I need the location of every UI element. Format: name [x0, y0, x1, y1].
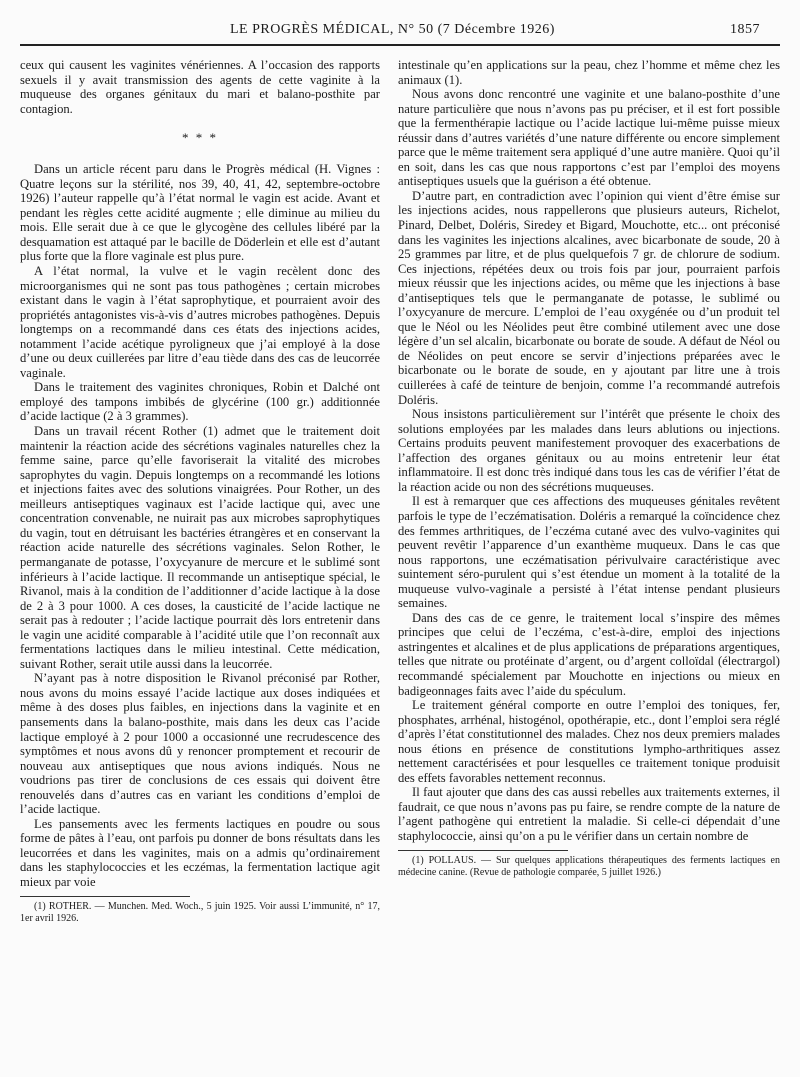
page-number: 1857 — [730, 22, 760, 37]
paragraph: Dans un travail récent Rother (1) admet que le traitement doit maintenir la réaction acide des sécrétions vaginales naturelles chez la femme saine, parce qu’elle favoriserait la vitalité des microbes saprophytes du vagin. Depuis longtemps on a recommandé les lotions et injections faites avec des solutions vinaigrées. Pour Rother, un des meilleurs antiseptiques vaginaux est l’acide lactique qui, avec une concentration convenable, ne nuirait pas aux microbes saprophytiques du vagin, tout en détruisant les bactéries étrangères et en conservant la réaction acide naturelle des sécrétions vaginales. Selon Rother, le permanganate de potasse, l’oxycyanure de mercure et le sublimé sont inférieurs à l’acide lactique. Il recommande un antiseptique spécial, le Rivanol, mais à la condition de l’additionner d’acide lactique à la dose de 2 à 3 pour 1000. A ces doses, la causticité de l’acide lactique ne serait pas à redouter ; l’acide lactique pourrait dès lors entretenir dans le vagin une acidité comparable à l’acidité utile que l’on reconnaît aux fermentations lactiques dans le milieu intestinal. Cette médication, suivant Rother, serait utile aussi dans la leucorrée. — [20, 424, 380, 671]
header-rule — [20, 44, 780, 46]
footnote-rule — [398, 850, 568, 851]
footnote: (1) ROTHER. — Munchen. Med. Woch., 5 juin 1925. Voir aussi L’immunité, n° 17, 1er avril 1926. — [20, 900, 380, 924]
paragraph: Dans des cas de ce genre, le traitement local s’inspire des mêmes principes que celui de l’eczéma, c’est-à-dire, emploi des injections astringentes et alcalines et de plus applications de préparations argentiques, telles que nitrate ou protéinate d’argent, ou d’argent colloïdal (électrargol) recommandé spécialement par Mouchotte en injections ou mieux en badigeonnages faits avec l’aide du spéculum. — [398, 610, 780, 698]
paragraph: Il est à remarquer que ces affections des muqueuses génitales revêtent parfois le type de l’eczématisation. Doléris a remarqué la coïncidence chez des femmes arthritiques, de l’eczéma cutané avec des vulvo-vaginites qui peuvent revêtir l’apparence d’un exanthème muqueux. Dans le cas que nous rapportons, une eczématisation périvulvaire caractéristique avec suintement séro-purulent qui s’est étendue un moment à la totalité de la muqueuse vulvo-vaginale a persisté à l’état intense pendant plusieurs semaines. — [398, 494, 780, 611]
paragraph: D’autre part, en contradiction avec l’opinion qui vient d’être émise sur les injections acides, nous rappellerons que plusieurs auteurs, Richelot, Pinard, Delbet, Doléris, Siredey et Bigard, Mouchotte, etc... ont préconisé dans les vaginites les injections alcalines, avec bicarbonate de soude, 20 à 25 grammes par litre, et de plus quelquefois 7 gr. de chlorure de sodium. Ces injections, répétées deux ou trois fois par jour, pourraient parfois mieux réussir que les injections acides, ou même que les injections à base d’antiseptiques tels que le permanganate de potasse, le sublimé ou l’oxycyanure de mercure. L’emploi de l’eau oxygénée ou d’un produit tel que le Néol ou les Néolides peut être combiné utilement avec une dose légère d’un sel alcalin, bicarbonate ou borate de soude. A défaut de Néol ou de Néolides on peut encore se servir d’injections préparées avec le bicarbonate ou le borate de soude, en y ajoutant par litre une à trois cuillerées à café de teinture de benjoin, comme l’a recommandé autrefois Doléris. — [398, 188, 780, 407]
paragraph: Le traitement général comporte en outre l’emploi des toniques, fer, phosphates, arrhénal, histogénol, opothérapie, etc., dont l’emploi sera réglé d’après l’état constitutionnel des malades. Chez nos deux premiers malades nous étions en présence de constitutions lympho-arthritiques assez nettement caractérisées et pour lesquelles ce traitement tonique produisit des effets favorables nettement reconnus. — [398, 698, 780, 785]
paragraph: N’ayant pas à notre disposition le Rivanol préconisé par Rother, nous avons du moins essayé l’acide lactique aux doses indiquées et même à des doses plus faibles, en injections dans la vaginite et en pansements dans la balano-posthite, mais dans les deux cas l’acide lactique employé à 2 pour 1000 a occasionné une recrudescence des symptômes et nous avons dû y renoncer promptement et recourir de nouveau aux antiseptiques que nous avions indiqués. Nous ne voudrions pas tirer de conclusions de ces essais qui doivent être renouvelés dans d’autres cas en variant les conditions d’emploi de l’acide lactique. — [20, 671, 380, 817]
paragraph: Nous insistons particulièrement sur l’intérêt que présente le choix des solutions employées par les malades dans leurs ablutions ou injections. Certains produits peuvent manifestement provoquer des exacerbations de l’affection des organes génitaux ou au moins entretenir leur état inflammatoire. Il est donc très indiqué dans tous les cas de vérifier l’état de la réaction acide ou non des sécrétions muqueuses. — [398, 407, 780, 494]
footnote-rule — [20, 896, 190, 897]
paragraph: intestinale qu’en applications sur la peau, chez l’homme et même chez les animaux (1). — [398, 58, 780, 87]
journal-title: LE PROGRÈS MÉDICAL, N° 50 (7 Décembre 1926) — [230, 22, 555, 37]
footnote: (1) POLLAUS. — Sur quelques applications thérapeutiques des ferments lactiques en médecine canine. (Revue de pathologie comparée, 5 juillet 1926.) — [398, 854, 780, 878]
paragraph: A l’état normal, la vulve et le vagin recèlent donc des microorganismes qui ne sont pas tous pathogènes ; certain microbes existant dans le vagin à l’état saprophytique, et pourraient avoir des propriétés antagonistes vis-à-vis d’autres microbes pathogènes. Depuis longtemps on a recommandé dans ces états des injections acides, notamment l’acide acétique pyroligneux que j’ai employé à la dose d’une ou deux cuillerées par litre d’eau tiède dans des cas de leucorrée vaginale. — [20, 264, 380, 380]
paragraph: Les pansements avec les ferments lactiques en poudre ou sous forme de pâtes à l’eau, ont parfois pu donner de bons résultats dans les leucorrées et dans les vaginites, mais on a admis qu’ordinairement dans les staphylococcies et les eczémas, la fermentation lactique agit mieux par voie — [20, 816, 380, 889]
paragraph: ceux qui causent les vaginites vénériennes. A l’occasion des rapports sexuels il y avait transmission des agents de cette vaginite à la muqueuse des organes génitaux du mari et balano-posthite par contagion. — [20, 58, 380, 116]
paragraph: Il faut ajouter que dans des cas aussi rebelles aux traitements externes, il faudrait, ce que nous n’avons pas pu faire, se rendre compte de la nature de l’agent pathogène qui entretient la maladie. Si celle-ci dépendait d’une staphylococcie, ainsi qu’on a pu le vérifier dans un certain nombre de — [398, 785, 780, 843]
right-column — [398, 58, 780, 879]
left-column — [20, 58, 380, 925]
section-separator: * * * — [182, 130, 218, 146]
paragraph: Dans le traitement des vaginites chroniques, Robin et Dalché ont employé des tampons imbibés de glycérine (100 gr.) additionnée d’acide lactique (2 à 3 grammes). — [20, 380, 380, 424]
paragraph: Dans un article récent paru dans le Progrès médical (H. Vignes : Quatre leçons sur la stérilité, nos 39, 40, 41, 42, septembre-octobre 1926) l’auteur rappelle qu’à l’état normal le vagin est acide. Avant et pendant les règles cette acidité augmente ; elle diminue au milieu du mois. Elle serait due à ce que le glycogène des cellules libéré par la desquamation est attaqué par le bacille de Döderlein et elle est d’autant plus forte que la flore vaginale est plus pure. — [20, 162, 380, 264]
paragraph: Nous avons donc rencontré une vaginite et une balano-posthite d’une nature particulière que nous n’avons pas pu préciser, et il est fort possible que la fermenthérapie lactique ou l’acide lactique lui-même puisse mieux réussir dans d’autres variétés d’une nature différente ou encore simplement parce que le même traitement sera appliqué d’une autre manière. Quoi qu’il en soit, dans les cas que nous rapportons c’est par l’emploi des moyens antiseptiques usuels que la guérison a été obtenue. — [398, 87, 780, 189]
running-header — [20, 20, 780, 44]
